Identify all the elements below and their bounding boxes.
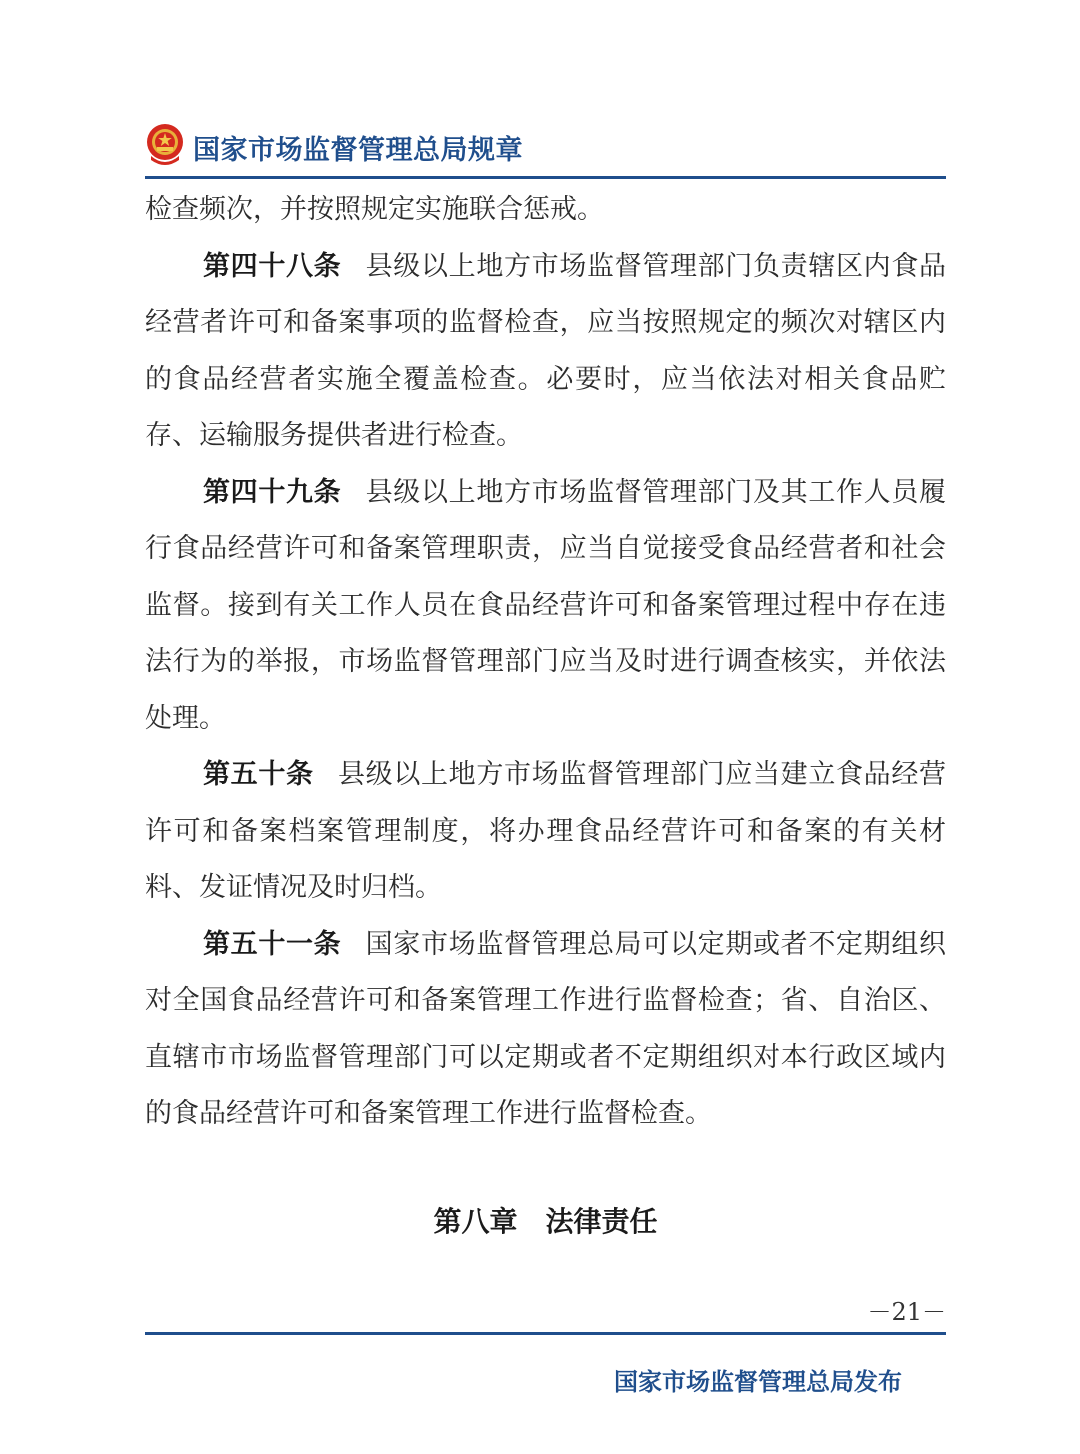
article-text: 县级以上地方市场监督管理部门及其工作人员履行食品经营许可和备案管理职责，应当自觉接受食品经营者和社会监督。接到有关工作人员在食品经营许可和备案管理过程中存在违法行为的举报，市场监督管理部门应当及时进行调查核实，并依法处理。	[145, 476, 947, 734]
continuation-paragraph: 检查频次，并按照规定实施联合惩戒。	[145, 194, 604, 225]
article-text: 县级以上地方市场监督管理部门负责辖区内食品经营者许可和备案事项的监督检查，应当按照规定的频次对辖区内的食品经营者实施全覆盖检查。必要时，应当依法对相关食品贮存、运输服务提供者进行检查。	[145, 250, 947, 451]
article-number: 第四十九条	[203, 476, 342, 508]
regulation-body	[145, 182, 946, 1143]
article-50	[145, 747, 946, 917]
article-text: 县级以上地方市场监督管理部门应当建立食品经营许可和备案档案管理制度，将办理食品经营许可和备案的有关材料、发证情况及时归档。	[145, 759, 947, 903]
article-48	[145, 239, 946, 465]
article-text: 国家市场监督管理总局可以定期或者不定期组织对全国食品经营许可和备案管理工作进行监督检查；省、自治区、直辖市市场监督管理部门可以定期或者不定期组织对本行政区域内的食品经营许可和备案管理工作进行监督检查。	[145, 928, 947, 1129]
article-51	[145, 917, 946, 1143]
header-rule	[145, 176, 946, 179]
article-49	[145, 465, 946, 748]
article-number: 第五十一条	[203, 928, 342, 960]
national-emblem-icon	[145, 122, 185, 166]
footer-publisher: 国家市场监督管理总局发布	[614, 1368, 902, 1396]
header-title: 国家市场监督管理总局规章	[193, 135, 523, 166]
article-number: 第五十条	[203, 759, 314, 790]
chapter-heading: 第八章 法律责任	[433, 1205, 658, 1238]
page-number: －21－	[867, 1298, 946, 1326]
footer-rule	[145, 1332, 946, 1335]
article-number: 第四十八条	[203, 250, 342, 282]
page-header	[145, 118, 946, 180]
